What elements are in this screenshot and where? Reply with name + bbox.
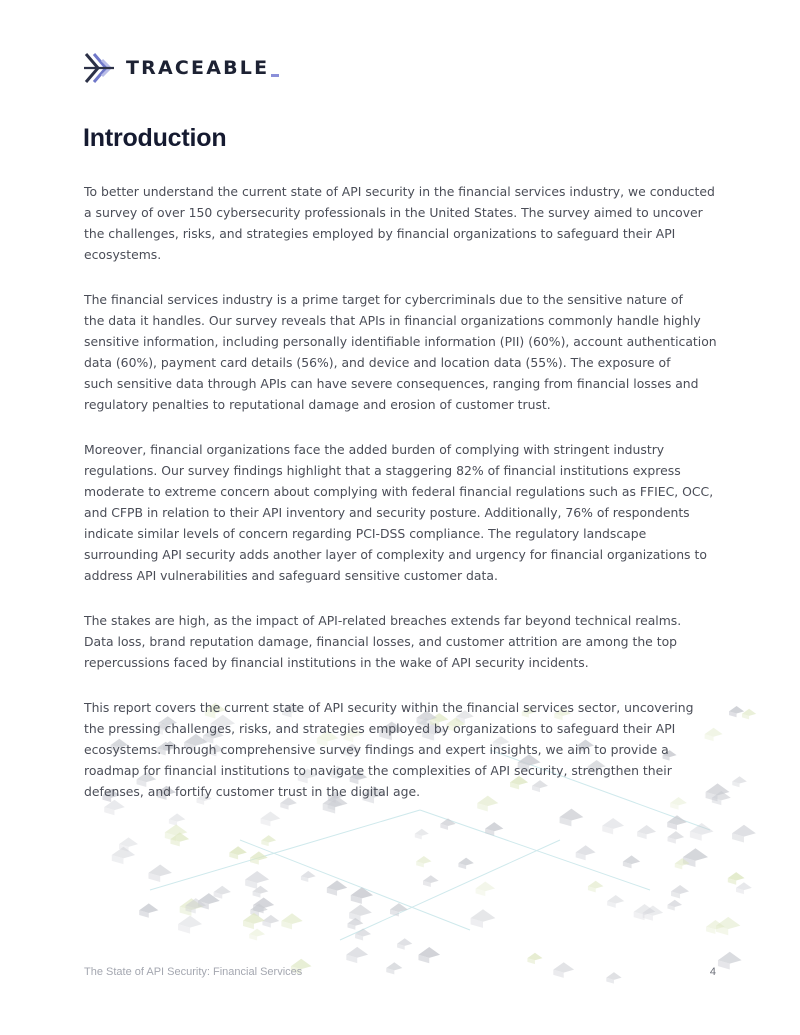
paragraph-line: repercussions faced by financial institutions in the wake of API security incidents. [84,655,589,670]
paragraph-line: such sensitive data through APIs can have severe consequences, ranging from financial losses and [84,376,699,391]
pattern-node [139,903,158,917]
page-title: Introduction [83,124,227,152]
body-text [84,181,724,826]
paragraph-line: roadmap for financial institutions to navigate the complexities of API security, strengthen their [84,763,672,778]
pattern-node [418,947,440,963]
pattern-node [667,900,682,911]
pattern-node [397,938,412,949]
paragraph-line: This report covers the current state of API security within the financial services sector, uncovering [84,700,694,715]
pattern-node [243,913,265,929]
pattern-node [301,871,316,882]
pattern-node [553,962,574,978]
paragraph-line: surrounding API security adds another layer of complexity and urgency for financial organizations to [84,547,707,562]
body-paragraph [84,181,724,265]
pattern-node [423,875,439,887]
pattern-node [588,881,604,893]
pattern-node [606,972,621,983]
footer-report-title: The State of API Security: Financial Services [84,966,303,978]
paragraph-line: Data loss, brand reputation damage, financial losses, and customer attrition are among the top [84,634,678,649]
paragraph-line: To better understand the current state of API security in the financial services industry, we conducted [84,184,715,199]
paragraph-line: The financial services industry is a prime target for cybercriminals due to the sensitive nature of [84,292,683,307]
pattern-node [148,864,171,882]
paragraph-line: The stakes are high, as the impact of API-related breaches extends far beyond technical realms. [84,613,682,628]
pattern-node [415,829,429,840]
traceable-chevron-logo-icon [84,50,120,86]
paragraph-line: ecosystems. [84,247,162,262]
paragraph-line: data (60%), payment card details (56%), and device and location data (55%). The exposure of [84,355,671,370]
pattern-node [229,846,247,859]
body-paragraph [84,697,724,802]
pattern-node [416,856,431,867]
pattern-node [718,952,742,970]
pattern-node [716,917,740,935]
pattern-node [253,898,274,914]
paragraph-line: sensitive information, including personally identifiable information (PII) (60%), account authentication [84,334,717,349]
pattern-node [668,831,685,843]
paragraph-line: and CFPB in relation to their API inventory and security posture. Additionally, 76% of respondents [84,505,690,520]
paragraph-line: indicate similar levels of concern regarding PCI-DSS compliance. The regulatory landscape [84,526,647,541]
paragraph-line: regulations. Our survey findings highlight that a staggering 82% of financial institutions express [84,463,681,478]
pattern-node [623,855,640,868]
pattern-node [729,706,744,717]
pattern-node [742,709,756,720]
pattern-node [262,915,279,928]
pattern-node [732,776,747,787]
pattern-node [476,881,496,896]
pattern-node [458,858,473,870]
paragraph-line: defenses, and fortify customer trust in the digital age. [84,784,421,799]
pattern-node [119,837,138,851]
pattern-node [355,928,371,940]
paragraph-line: the pressing challenges, risks, and strategies employed by organizations to safeguard their API [84,721,676,736]
pattern-node [637,825,656,839]
pattern-node [349,905,372,922]
paragraph-line: the challenges, risks, and strategies employed by financial organizations to safeguard their API [84,226,676,241]
traceable-logo [84,50,279,86]
body-paragraph [84,439,724,586]
pattern-node [607,895,624,908]
pattern-node [281,913,302,929]
page-number: 4 [709,966,716,978]
pattern-node [214,886,231,899]
logo-wordmark: TRACEABLE [126,57,270,79]
pattern-node [386,962,402,974]
pattern-node [346,947,368,963]
pattern-node [261,835,276,846]
pattern-connector-line [340,840,560,940]
paragraph-line: the data it handles. Our survey reveals that APIs in financial organizations commonly handle highly [84,313,701,328]
pattern-node [527,953,542,964]
pattern-node [327,880,347,895]
pattern-node [250,851,268,864]
body-paragraph [84,610,724,673]
pattern-node [732,825,756,843]
paragraph-line: moderate to extreme concern about complying with federal financial regulations such as FFIEC, OCC, [84,484,714,499]
paragraph-line: address API vulnerabilities and safeguard sensitive customer data. [84,568,498,583]
pattern-node [347,918,363,930]
pattern-node [671,885,689,899]
pattern-node [576,845,596,860]
pattern-node [728,872,745,885]
paragraph-line: ecosystems. Through comprehensive survey findings and expert insights, we aim to provide a [84,742,669,757]
paragraph-line: regulatory penalties to reputational damage and erosion of customer trust. [84,397,551,412]
paragraph-line: a survey of over 150 cybersecurity professionals in the United States. The survey aimed to uncover [84,205,703,220]
body-paragraph [84,289,724,415]
pattern-node [245,871,269,889]
logo-underscore-accent [271,74,279,77]
pattern-node [249,929,265,941]
pattern-node [736,882,752,894]
pattern-node [351,887,373,904]
pattern-node [178,916,202,934]
paragraph-line: Moreover, financial organizations face the added burden of complying with stringent industry [84,442,665,457]
pattern-node [471,909,496,928]
